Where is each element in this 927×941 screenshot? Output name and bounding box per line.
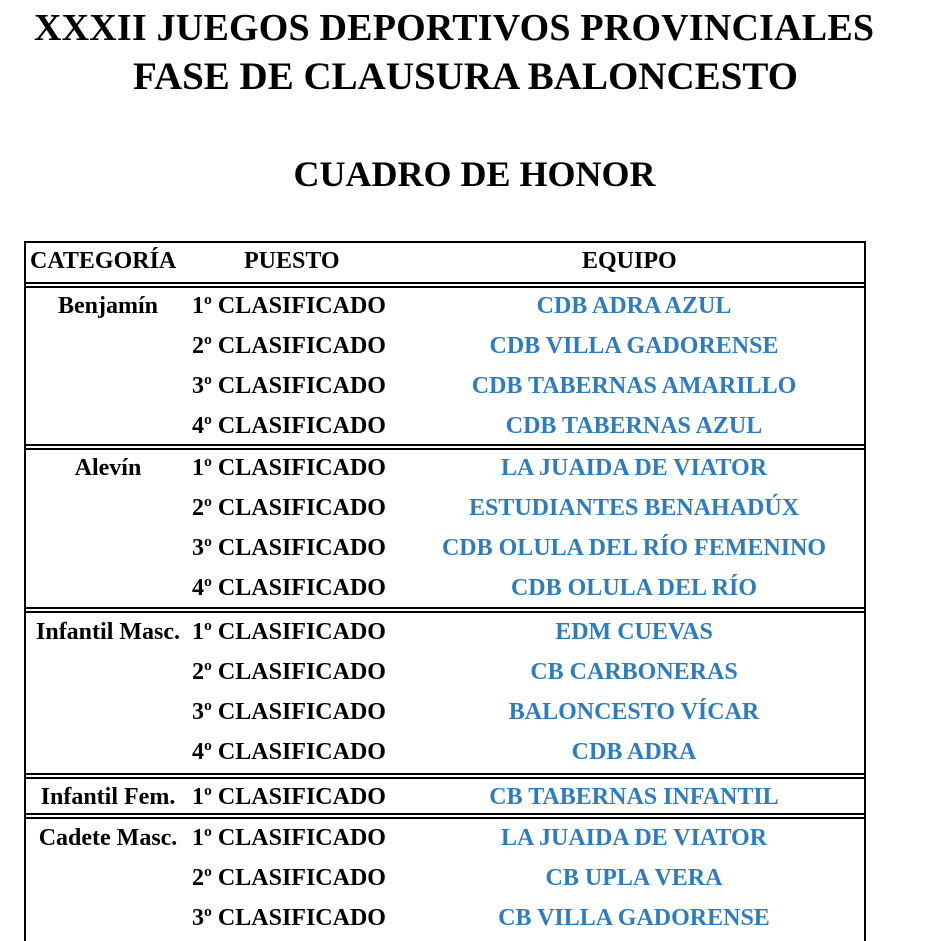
position-cell: 1º CLASIFICADO xyxy=(192,784,386,810)
header-position: PUESTO xyxy=(244,248,340,274)
team-cell: ESTUDIANTES BENAHADÚX xyxy=(468,495,800,521)
table-row xyxy=(26,859,864,899)
event-subtitle: FASE DE CLAUSURA BALONCESTO xyxy=(133,55,798,98)
honor-table xyxy=(24,241,866,941)
table-header xyxy=(26,243,864,282)
team-cell: CDB ADRA AZUL xyxy=(536,293,732,319)
table-row xyxy=(26,407,864,447)
table-row xyxy=(26,287,864,327)
table-row xyxy=(26,489,864,529)
team-cell: CDB TABERNAS AZUL xyxy=(505,413,763,439)
honor-board-title: CUADRO DE HONOR xyxy=(293,154,656,194)
position-cell: 4º CLASIFICADO xyxy=(192,739,386,765)
position-cell: 3º CLASIFICADO xyxy=(192,905,386,931)
position-cell: 1º CLASIFICADO xyxy=(192,619,386,645)
team-cell: CDB OLULA DEL RÍO FEMENINO xyxy=(441,535,827,561)
team-cell: CB TABERNAS INFANTIL xyxy=(489,784,779,810)
table-row xyxy=(26,327,864,367)
group-infantil-masc xyxy=(26,613,864,773)
category-cell: Benjamín xyxy=(57,293,158,319)
group-infantil-fem xyxy=(26,778,864,818)
table-row xyxy=(26,367,864,407)
position-cell: 2º CLASIFICADO xyxy=(192,865,386,891)
header-category: CATEGORÍA xyxy=(30,248,177,274)
table-row xyxy=(26,653,864,693)
header-team: EQUIPO xyxy=(582,248,677,274)
position-cell: 2º CLASIFICADO xyxy=(192,495,386,521)
table-row xyxy=(26,449,864,489)
category-cell: Alevín xyxy=(74,455,142,481)
team-cell: CDB TABERNAS AMARILLO xyxy=(471,373,797,399)
position-cell: 3º CLASIFICADO xyxy=(192,535,386,561)
position-cell: 1º CLASIFICADO xyxy=(192,825,386,851)
position-cell: 1º CLASIFICADO xyxy=(192,455,386,481)
team-cell: CB UPLA VERA xyxy=(545,865,723,891)
team-cell: LA JUAIDA DE VIATOR xyxy=(500,825,768,851)
position-cell: 2º CLASIFICADO xyxy=(192,659,386,685)
team-cell: EDM CUEVAS xyxy=(555,619,713,645)
group-benjamin xyxy=(26,287,864,447)
position-cell: 3º CLASIFICADO xyxy=(192,373,386,399)
table-row xyxy=(26,899,864,939)
position-cell: 4º CLASIFICADO xyxy=(192,413,386,439)
team-cell: CDB OLULA DEL RÍO xyxy=(510,575,758,601)
team-cell: BALONCESTO VÍCAR xyxy=(508,699,760,725)
category-cell: Infantil Fem. xyxy=(40,784,176,810)
position-cell: 4º CLASIFICADO xyxy=(192,575,386,601)
table-row xyxy=(26,733,864,773)
table-row xyxy=(26,529,864,569)
table-row xyxy=(26,778,864,818)
table-row xyxy=(26,819,864,859)
team-cell: LA JUAIDA DE VIATOR xyxy=(500,455,768,481)
table-row xyxy=(26,569,864,609)
team-cell: CB VILLA GADORENSE xyxy=(498,905,770,931)
category-cell: Infantil Masc. xyxy=(36,619,180,645)
event-title: XXXII JUEGOS DEPORTIVOS PROVINCIALES xyxy=(34,7,875,49)
team-cell: CB CARBONERAS xyxy=(530,659,738,685)
table-row xyxy=(26,613,864,653)
position-cell: 1º CLASIFICADO xyxy=(192,293,386,319)
group-alevin xyxy=(26,449,864,609)
group-cadete-masc xyxy=(26,819,864,939)
table-row xyxy=(26,693,864,733)
team-cell: CDB ADRA xyxy=(571,739,697,765)
category-cell: Cadete Masc. xyxy=(38,825,178,851)
team-cell: CDB VILLA GADORENSE xyxy=(489,333,779,359)
position-cell: 2º CLASIFICADO xyxy=(192,333,386,359)
position-cell: 3º CLASIFICADO xyxy=(192,699,386,725)
